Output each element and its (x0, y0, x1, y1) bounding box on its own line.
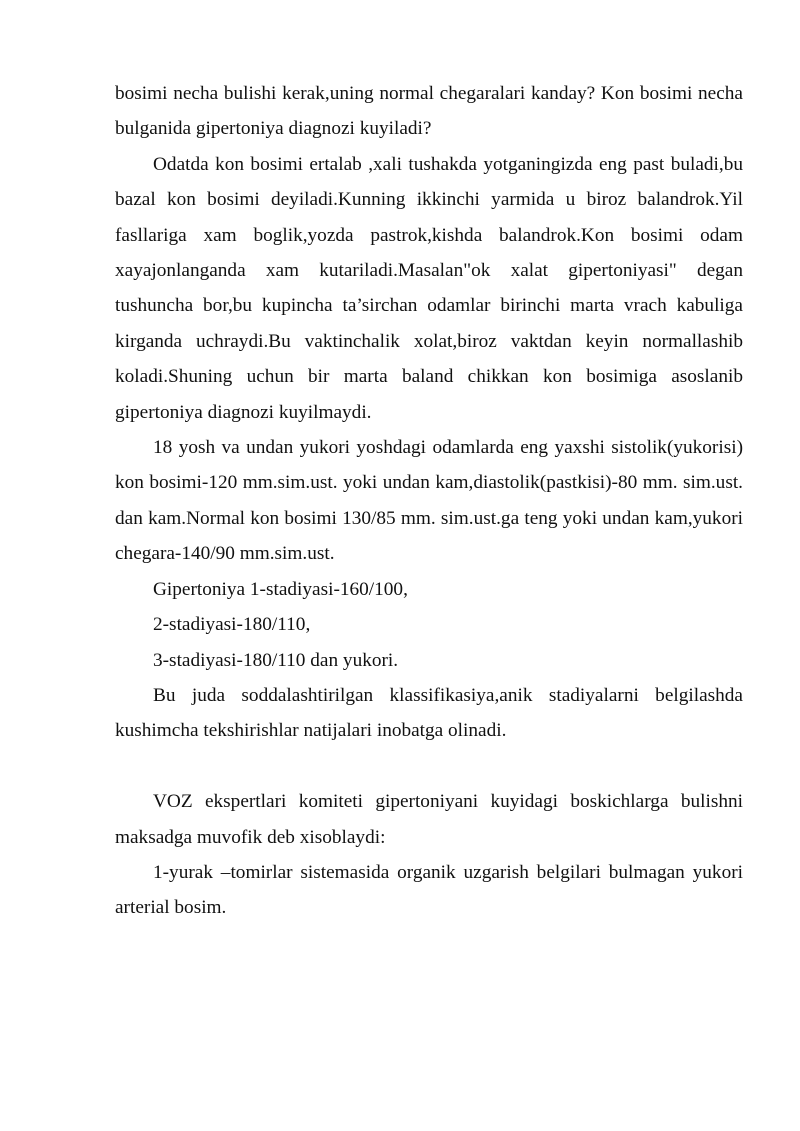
paragraph-continuation: bosimi necha bulishi kerak,uning normal chegaralari kanday? Kon bosimi necha bulganida gipertoniya diagnozi kuyiladi? (115, 83, 743, 140)
paragraph-stage-2: 2-stadiyasi-180/110, (153, 614, 311, 636)
paragraph-normal-values: 18 yosh va undan yukori yoshdagi odamlarda eng yaxshi sistolik(yukorisi) kon bosimi-120 mm.sim.ust. yoki undan kam,diastolik(pastkisi)-80 mm. sim.ust. dan kam.Normal kon bosimi 130/85 mm. sim.ust.ga teng yoki undan kam,yukori chegara-140/90 mm.sim.ust. (115, 437, 743, 565)
paragraph-blood-pressure-daily: Odatda kon bosimi ertalab ,xali tushakda yotganingizda eng past buladi,bu bazal kon bosimi deyiladi.Kunning ikkinchi yarmida u biroz balandrok.Yil fasllariga xam boglik,yozda pastrok,kishda balandrok.Kon bosimi odam xayajonlanganda xam kutariladi.Masalan"ok xalat gipertoniyasi" degan tushuncha bor,bu kupincha ta’sirchan odamlar birinchi marta vrach kabuliga kirganda uchraydi.Bu vaktinchalik xolat,biroz vaktdan keyin normallashib koladi.Shuning uchun bir marta baland chikkan kon bosimiga asoslanib gipertoniya diagnozi kuyilmaydi. (115, 153, 743, 423)
document-page (115, 76, 743, 926)
paragraph-classification-note: Bu juda soddalashtirilgan klassifikasiya,anik stadiyalarni belgilashda kushimcha tekshirishlar natijalari inobatga olinadi. (115, 684, 743, 742)
blank-line (115, 749, 743, 784)
paragraph-stage-1: Gipertoniya 1-stadiyasi-160/100, (153, 578, 408, 600)
paragraph-who-committee: VOZ ekspertlari komiteti gipertoniyani kuyidagi boskichlarga bulishni maksadga muvofik deb xisoblaydi: (115, 791, 743, 848)
paragraph-stage-definition-1: 1-yurak –tomirlar sistemasida organik uzgarish belgilari bulmagan yukori arterial bosim. (115, 861, 743, 919)
paragraph-stage-3: 3-stadiyasi-180/110 dan yukori. (153, 649, 399, 671)
